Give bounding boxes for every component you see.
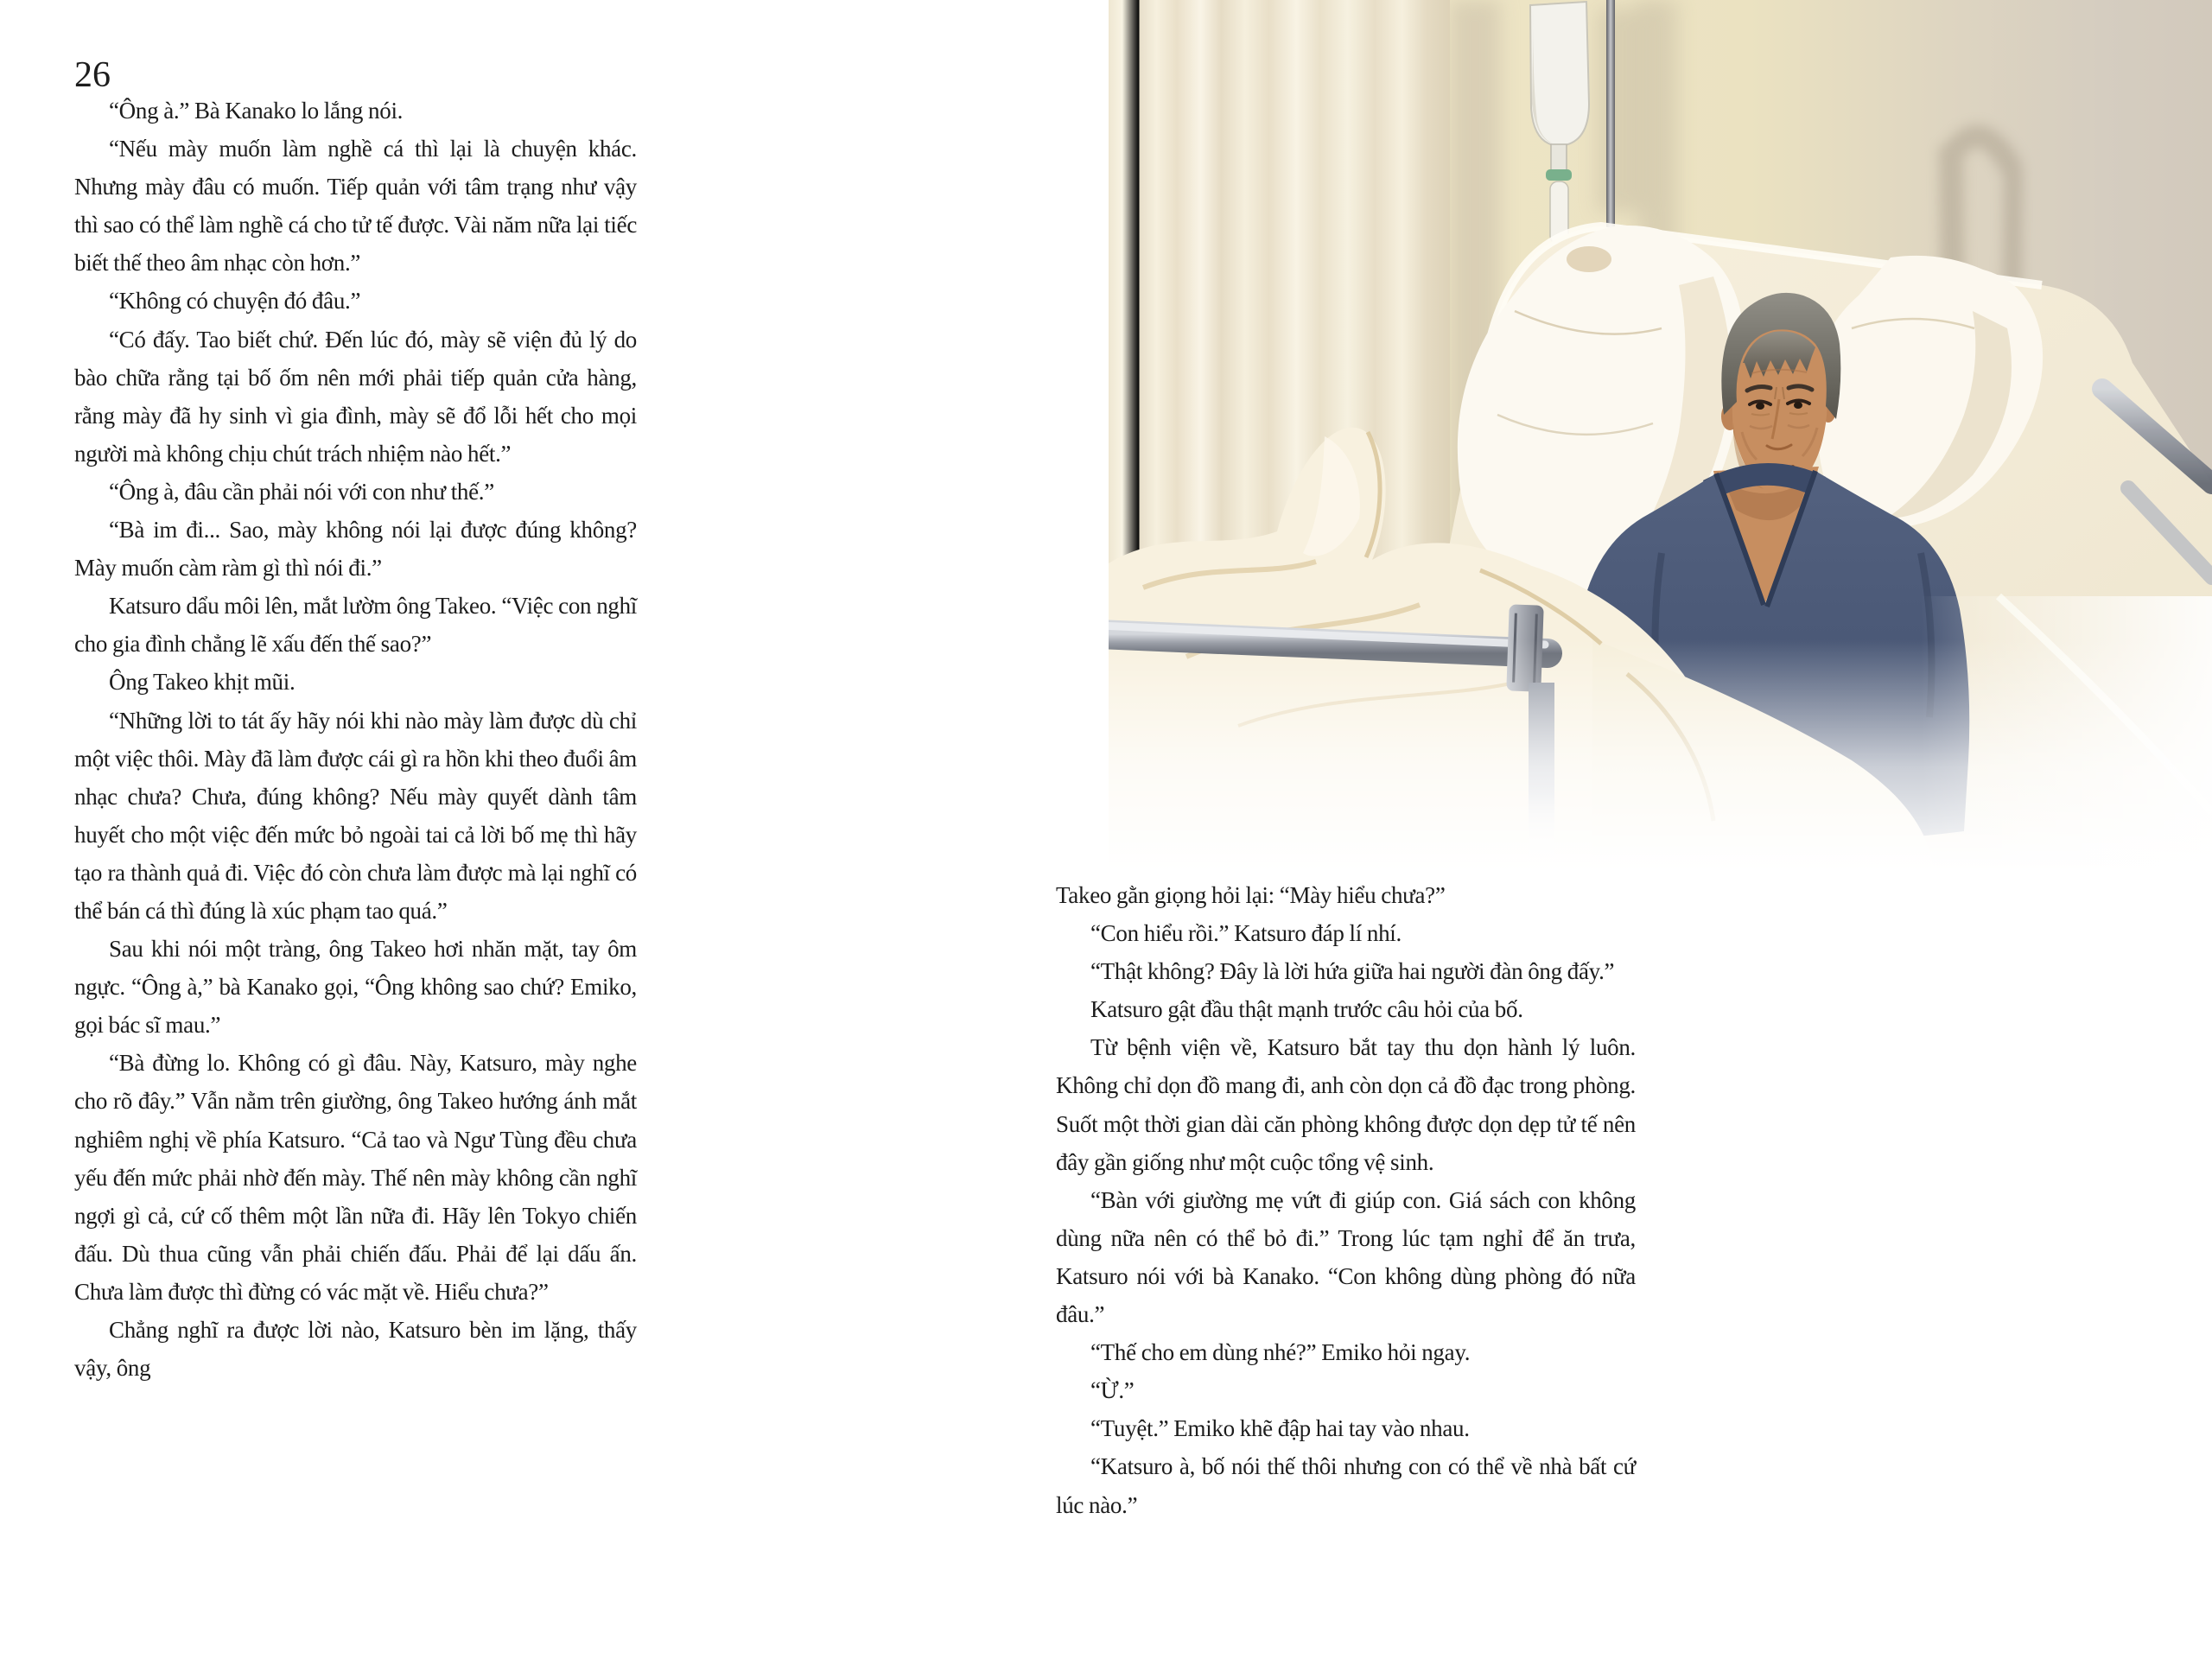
paragraph: Ông Takeo khịt mũi. <box>109 669 296 696</box>
paragraph: “Có đấy. Tao biết chứ. Đến lúc đó, mày sẽ viện đủ lý do bào chữa rằng tại bố ốm nên mới phải tiếp quản cửa hàng, rằng mày đã hy sinh vì gia đình, mày sẽ đổ lỗi hết cho mọi người mà không chịu chút trách nhiệm nào hết.” <box>74 326 637 467</box>
paragraph: “Những lời to tát ấy hãy nói khi nào mày làm được dù chỉ một việc thôi. Mày đã làm được cái gì ra hồn khi theo đuổi âm nhạc chưa? Chưa, đúng không? Nếu mày quyết dành tâm huyết cho một việc đến mức bỏ ngoài tai cả lời bố mẹ thì hãy tạo ra thành quả đi. Việc đó còn chưa làm được mà lại nghĩ có thể bán cá thì đúng là xúc phạm tao quá.” <box>74 707 637 924</box>
paragraph: “Bàn với giường mẹ vứt đi giúp con. Giá sách con không dùng nữa nên có thể bỏ đi.” Trong lúc tạm nghỉ để ăn trưa, Katsuro nói với bà Kanako. “Con không dùng phòng đó nữa đâu.” <box>1056 1186 1636 1328</box>
paragraph: Chẳng nghĩ ra được lời nào, Katsuro bèn im lặng, thấy vậy, ông <box>74 1317 637 1382</box>
hospital-bed-illustration <box>1109 0 2212 871</box>
paragraph: “Ông à.” Bà Kanako lo lắng nói. <box>109 98 404 124</box>
paragraph: “Tuyệt.” Emiko khẽ đập hai tay vào nhau. <box>1090 1415 1470 1442</box>
paragraph: “Ông à, đâu cần phải nói với con như thế.” <box>109 478 494 505</box>
paragraph: “Bà im đi... Sao, mày không nói lại được đúng không? Mày muốn càm ràm gì thì nói đi.” <box>74 517 637 582</box>
paragraph: Katsuro dẩu môi lên, mắt lườm ông Takeo. “Việc con nghĩ cho gia đình chẳng lẽ xấu đến thế sao?” <box>74 593 637 658</box>
paragraph: Từ bệnh viện về, Katsuro bắt tay thu dọn hành lý luôn. Không chỉ dọn đồ mang đi, anh còn dọn cả đồ đạc trong phòng. Suốt một thời gian dài căn phòng không được dọn dẹp tử tế nên đây gần giống như một cuộc tổng vệ sinh. <box>1056 1034 1636 1175</box>
page-number: 26 <box>74 55 111 95</box>
paragraph: Takeo gằn giọng hỏi lại: “Mày hiểu chưa?” <box>1056 882 1446 908</box>
paragraph: “Thế cho em dùng nhé?” Emiko hỏi ngay. <box>1090 1339 1471 1366</box>
paragraph: “Thật không? Đây là lời hứa giữa hai người đàn ông đấy.” <box>1090 958 1615 985</box>
iv-clamp <box>1546 169 1572 181</box>
paragraph: “Ừ.” <box>1090 1377 1135 1404</box>
paragraph: Katsuro gật đầu thật mạnh trước câu hỏi của bố. <box>1090 996 1523 1023</box>
paragraph: “Bà đừng lo. Không có gì đâu. Này, Katsuro, mày nghe cho rõ đây.” Vẫn nằm trên giường, ông Takeo hướng ánh mắt nghiêm nghị về phía Katsuro. “Cả tao và Ngư Tùng đều chưa yếu đến mức phải nhờ đến mày. Thế nên mày không cần nghĩ ngợi gì cả, cứ cố thêm một lần nữa đi. Hãy lên Tokyo chiến đấu. Dù thua cũng vẫn phải chiến đấu. Phải để lại dấu ấn. Chưa làm được thì đừng có vác mặt về. Hiểu chưa?” <box>74 1050 637 1305</box>
paragraph: “Không có chuyện đó đâu.” <box>109 288 361 315</box>
paragraph: “Katsuro à, bố nói thế thôi nhưng con có thể về nhà bất cứ lúc nào.” <box>1056 1453 1636 1518</box>
paragraph: “Con hiểu rồi.” Katsuro đáp lí nhí. <box>1090 920 1402 947</box>
paragraph: “Nếu mày muốn làm nghề cá thì lại là chuyện khác. Nhưng mày đâu có muốn. Tiếp quản với tâm trạng như vậy thì sao có thể làm nghề cá cho tử tế được. Vài năm nữa lại tiếc biết thế theo âm nhạc còn hơn.” <box>74 136 637 276</box>
paragraph: Sau khi nói một tràng, ông Takeo hơi nhăn mặt, tay ôm ngực. “Ông à,” bà Kanako gọi, “Ông không sao chứ? Emiko, gọi bác sĩ mau.” <box>74 936 637 1039</box>
right-text-column <box>1056 876 1636 1524</box>
fade-corner <box>1921 596 2212 871</box>
left-text-column <box>74 92 637 1387</box>
